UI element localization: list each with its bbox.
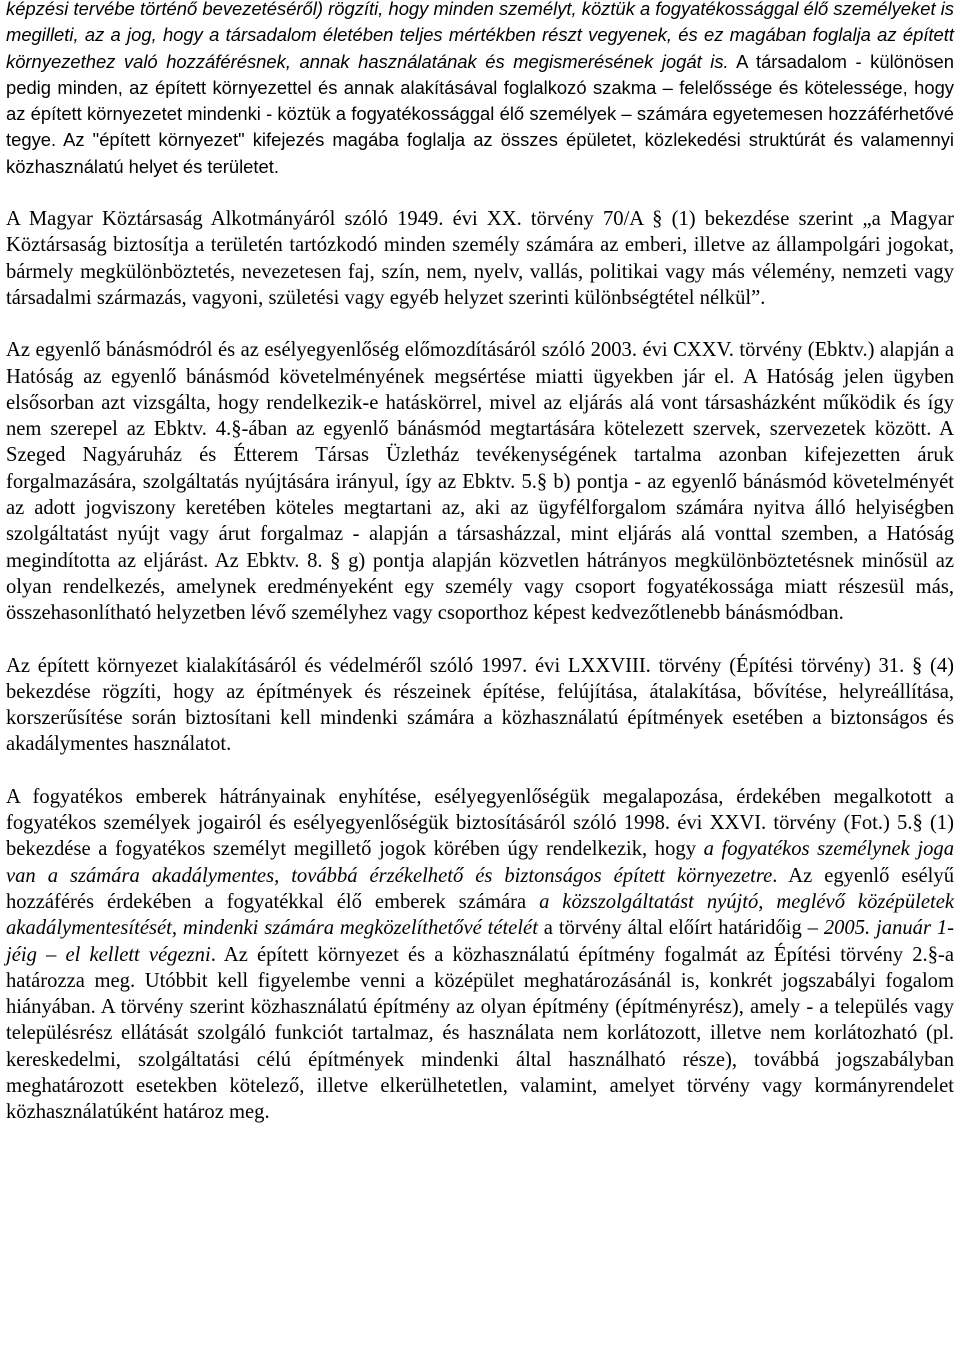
text-segment: A fogyatékos emberek hátrányainak enyhítése, esélyegyenlőségük megalapozása, érdekében megalkotott a fogyatékos személyek jogairól és esélyegyenlőségük biztosításáról szóló 1998. évi XXVI. törvény (Fot.) 5.§ (1) bekezdése a fogyatékos személyt megillető jogok körében úgy rendelkezik, hogy [6,785,954,861]
text-segment: Az épített környezet kialakításáról és védelméről szóló 1997. évi LXXVIII. törvény (Építési törvény) 31. § (4) bekezdése rögzíti, hogy az építmények és részeinek építése, felújítása, átalakítása, bővítése, helyreállítása, korszerűsítése során biztosítani kell mindenki számára a közhasználatú építmények esetében a biztonságos és akadálymentes használatot. [6,654,954,756]
paragraph-3 [6,337,954,626]
paragraph-4 [6,653,954,758]
text-segment-italic: a közszolgáltatást nyújtó, meglévő középületek akadálymentesítését, mindenki számára megközelíthetővé tételét [6,890,954,940]
text-segment: . Az egyenlő esélyű hozzáférés érdekében a fogyatékkal élő emberek számára [6,864,954,913]
paragraph-5 [6,784,954,1126]
text-segment: a törvény által előírt határidőig – [537,917,824,940]
text-segment: Az egyenlő bánásmódról és az esélyegyenlőség előmozdításáról szóló 2003. évi CXXV. törvény (Ebktv.) alapján a Hatóság az egyenlő bánásmód követelményének megsértése miatti ügyekben jár el. A Hatóság jelen ügyben elsősorban azt vizsgálta, hogy rendelkezik-e hatáskörrel, mivel az eljárás alá vont társasházként működik és így nem szerepel az Ebktv. 4.§-ában az egyenlő bánásmód megtartására kötelezett szervek, szervezetek között. A Szeged Nagyáruház és Étterem Társas Üzletház tevékenységének tartalma azonban kifejezetten áruk forgalmazására, szolgáltatás nyújtására irányul, így az Ebktv. 5.§ b) pontja - az egyenlő bánásmód követelményét az adott jogviszony keretében köteles megtartani az, aki az ügyfélforgalom számára nyitva álló helyiségben szolgáltatást nyújt vagy árut forgalmaz - alapján a társasházzal, mint eljárás alá vonttal szemben, a Hatóság megindította az eljárást. Az Ebktv. 8. § g) pontja alapján közvetlen hátrányos megkülönböztetésnek minősül az olyan rendelkezés, amelynek eredményeként egy személy vagy csoport fogyatékossága miatt részesül más, összehasonlítható helyzetben lévő személyhez vagy csoporthoz képest kedvezőtlenebb bánásmódban. [6,339,954,625]
paragraph-2 [6,206,954,311]
paragraph-1 [6,0,954,180]
text-segment: képzési tervébe történő bevezetéséről) rögzíti, hogy minden személyt, köztük a fogyatékossággal élő személyeket is megilleti, az a jog, hogy a társadalom életében teljes mértékben részt vegyenek, és ez magában foglalja az épített környezethez való hozzáférésnek, annak használatának és megismerésének jogát is. [6,0,954,72]
text-segment-italic: 2005. január 1-jéig – el kellett végezni [6,917,955,966]
text-segment: . Az épített környezet és a közhasználatú építmény fogalmát az Építési törvény 2.§-a határozza meg. Utóbbit kell figyelembe venni a középület meghatározásánál is, konkrét jogszabályi fogalom hiányában. A törvény szerint közhasználatú építmény az olyan építmény (építményrész), amely - a település vagy településrész ellátását szolgáló funkciót tartalmaz, és használata nem korlátozott, illetve nem korlátozható (pl. kereskedelmi, szolgáltatási célú építmények mindenki által használható része), továbbá jogszabályban meghatározott esetekben kötelező, illetve elkerülhetetlen, valamint, amelyet törvény vagy kormányrendelet közhasználatúként határoz meg. [6,943,954,1124]
text-segment-italic: a fogyatékos személynek joga van a számára akadálymentes, továbbá érzékelhető és biztonságos épített környezetre [6,838,955,887]
text-segment: A társadalom - különösen pedig minden, az épített környezettel és annak alakításával foglalkozó szakma – felelőssége és kötelessége, hogy az épített környezetet mindenki - köztük a fogyatékossággal élő személyek – számára egyetemesen hozzáférhetővé tegye. Az "épített környezet" kifejezés magába foglalja az összes épületet, közlekedési struktúrát és valamennyi közhasználatú helyet és területet. [6,50,954,177]
text-segment: A Magyar Köztársaság Alkotmányáról szóló 1949. évi XX. törvény 70/A § (1) bekezdése szerint „a Magyar Köztársaság biztosítja a területén tartózkodó minden személy számára az emberi, illetve az állampolgári jogokat, bármely megkülönböztetés, nevezetesen faj, szín, nem, nyelv, vallás, politikai vagy más vélemény, nemzeti vagy társadalmi származás, vagyoni, születési vagy egyéb helyzet szerinti különbségtétel nélkül”. [6,208,954,309]
